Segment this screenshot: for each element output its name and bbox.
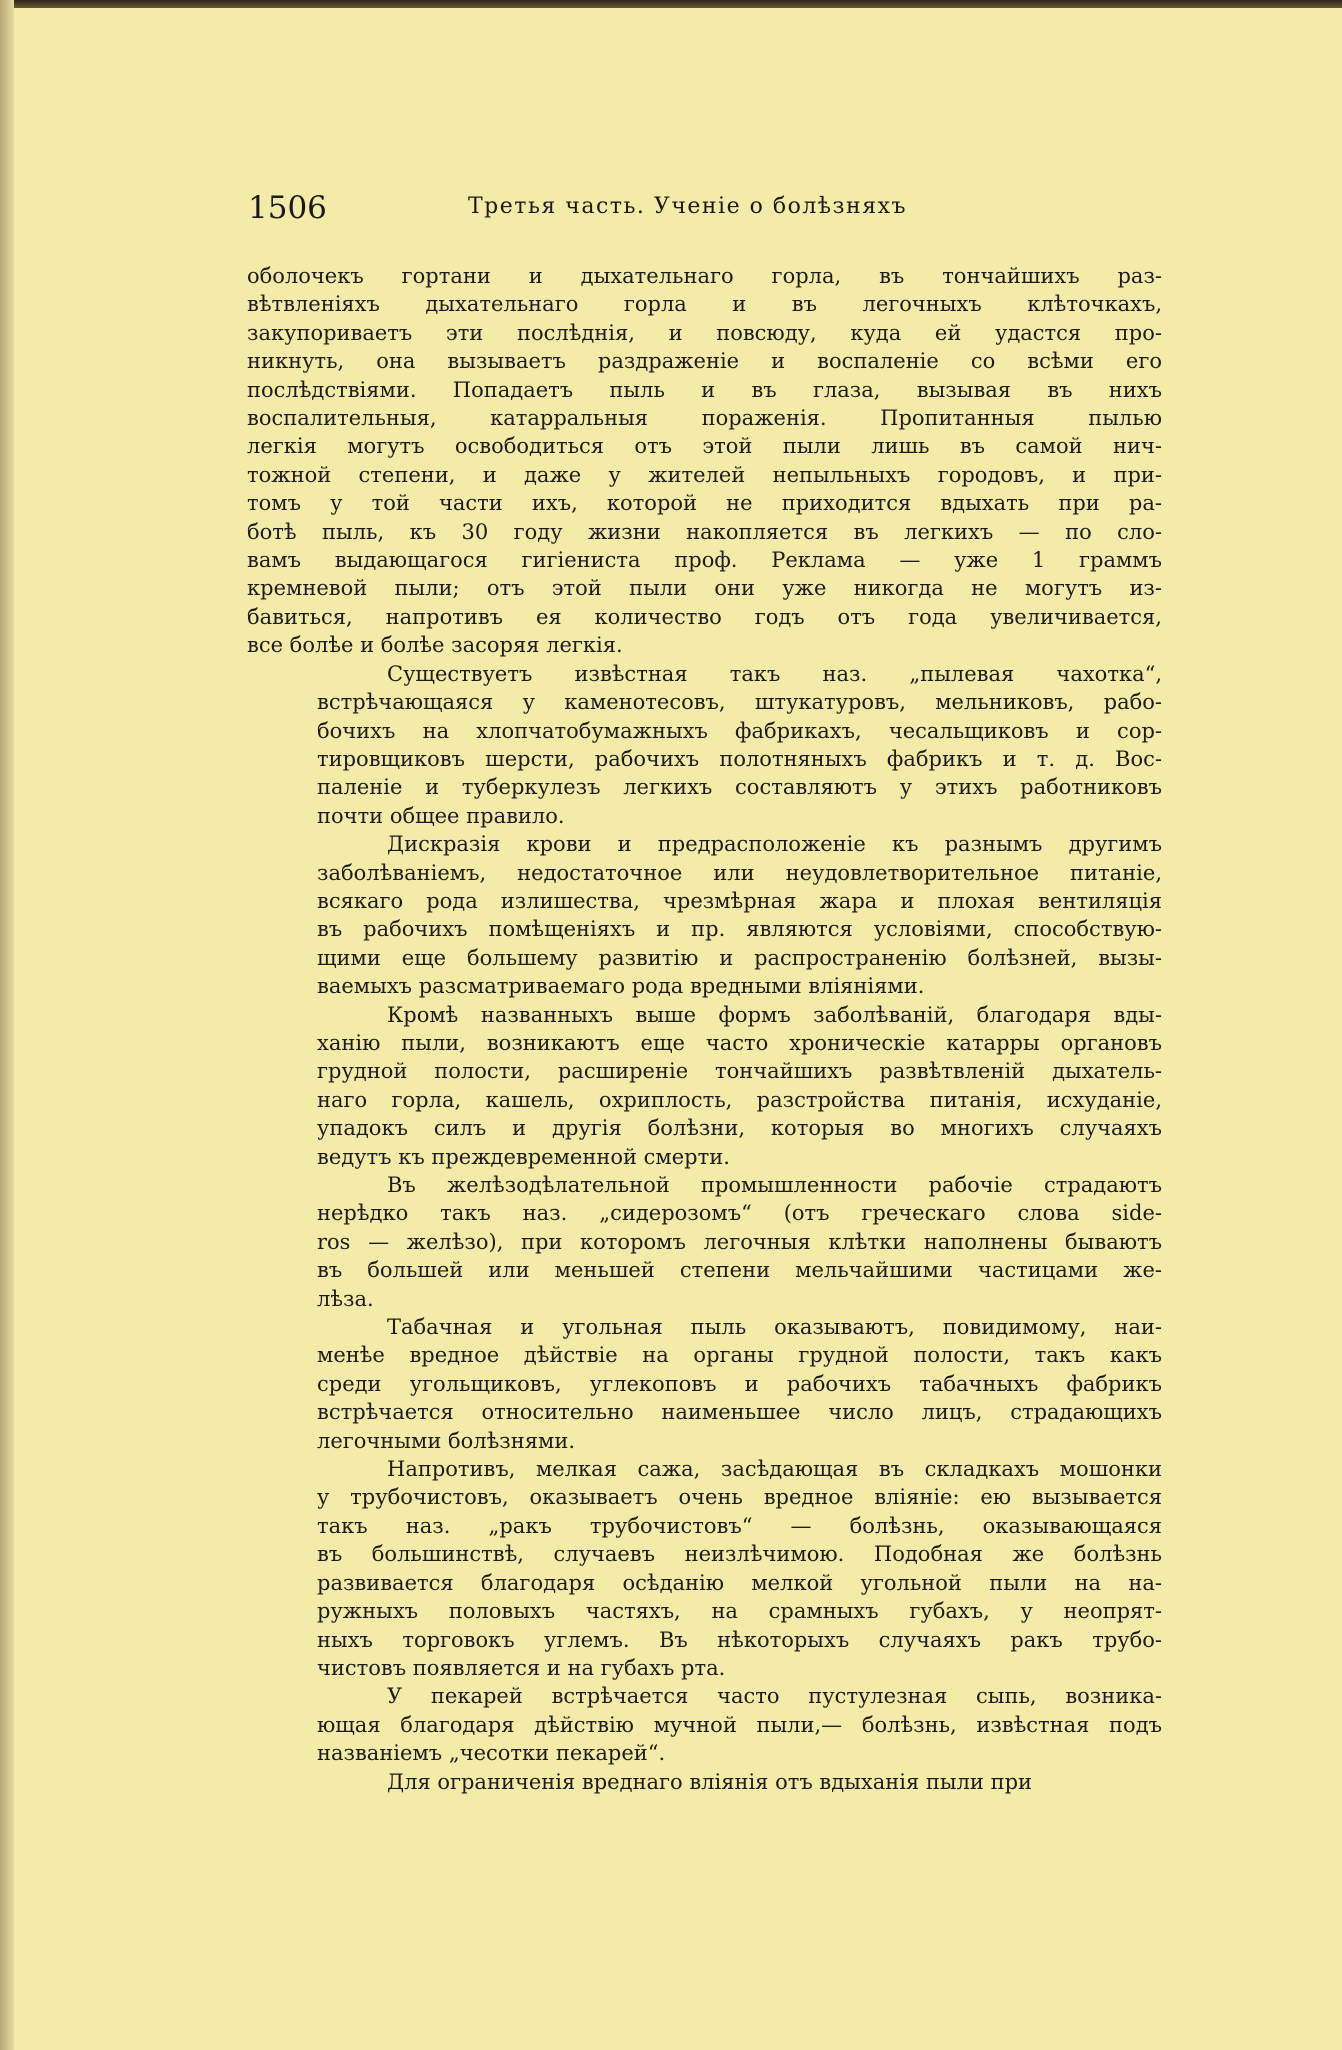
text-line: Напротивъ, мелкая сажа, засѣдающая въ складкахъ мошонки <box>387 1457 1162 1482</box>
text-line: почти общее правило. <box>317 803 565 828</box>
text-line: въ большей или меньшей степени мельчайшими частицами же- <box>317 1258 1162 1283</box>
text-line: ваемыхъ разсматриваемаго рода вредными вліяніями. <box>317 974 925 999</box>
text-line: встрѣчается относительно наименьшее число лицъ, страдающихъ <box>317 1400 1162 1425</box>
text-line: вамъ выдающагося гигіениста проф. Реклама — уже 1 граммъ <box>247 548 1162 573</box>
paragraph <box>247 660 1162 830</box>
text-line: чистовъ появляется и на губахъ рта. <box>317 1655 726 1680</box>
text-line: закупориваетъ эти послѣднія, и повсюду, куда ей удастся про- <box>247 320 1162 345</box>
paragraph <box>247 1001 1162 1171</box>
text-line: менѣе вредное дѣйствіе на органы грудной полости, такъ какъ <box>317 1343 1162 1368</box>
text-line: щими еще большему развитію и распространенію болѣзней, вызы- <box>317 945 1162 970</box>
text-line: наго горла, кашель, охриплость, разстройства питанія, исхуданіе, <box>317 1087 1162 1112</box>
text-line: въ большинствѣ, случаевъ неизлѣчимою. Подобная же болѣзнь <box>317 1542 1162 1567</box>
text-line: томъ у той части ихъ, которой не приходится вдыхать при ра- <box>247 491 1162 516</box>
paragraph <box>247 1313 1162 1455</box>
text-line: упадокъ силъ и другія болѣзни, которыя во многихъ случаяхъ <box>317 1116 1162 1141</box>
paragraph <box>247 1682 1162 1767</box>
running-title: Третья часть. Ученіе о болѣзняхъ <box>468 194 908 219</box>
text-line: въ рабочихъ помѣщеніяхъ и пр. являются условіями, способствую- <box>317 917 1162 942</box>
text-line: ныхъ торговокъ углемъ. Въ нѣкоторыхъ случаяхъ ракъ трубо- <box>317 1627 1162 1652</box>
text-line: ботѣ пыль, къ 30 году жизни накопляется въ легкихъ — по сло- <box>247 519 1162 544</box>
text-line: вѣтвленіяхъ дыхательнаго горла и въ легочныхъ клѣточкахъ, <box>247 292 1162 317</box>
text-line: послѣдствіями. Попадаетъ пыль и въ глаза, вызывая въ нихъ <box>247 377 1162 402</box>
text-line: заболѣваніемъ, недостаточное или неудовлетворительное питаніе, <box>317 860 1162 885</box>
text-line: развивается благодаря осѣданію мелкой угольной пыли на на- <box>317 1570 1162 1595</box>
text-line: легочными болѣзнями. <box>317 1428 576 1453</box>
paragraph <box>247 830 1162 1000</box>
text-line: ружныхъ половыхъ частяхъ, на срамныхъ губахъ, у неопрят- <box>317 1599 1162 1624</box>
page-number: 1506 <box>248 190 327 226</box>
text-line: паленіе и туберкулезъ легкихъ составляютъ у этихъ работниковъ <box>317 775 1162 800</box>
text-line: Табачная и угольная пыль оказываютъ, повидимому, наи- <box>387 1315 1162 1340</box>
text-line: кремневой пыли; отъ этой пыли они уже никогда не могутъ из- <box>247 576 1162 601</box>
paragraph <box>247 1768 1162 1796</box>
text-line: лѣза. <box>317 1286 374 1311</box>
text-line: тожной степени, и даже у жителей непыльныхъ городовъ, и при- <box>247 462 1162 487</box>
text-line: ros — желѣзо), при которомъ легочныя клѣтки наполнены бываютъ <box>317 1229 1162 1254</box>
text-line: У пекарей встрѣчается часто пустулезная сыпь, возника- <box>387 1684 1162 1709</box>
text-line: Кромѣ названныхъ выше формъ заболѣваній, благодаря вды- <box>387 1002 1162 1027</box>
text-line: ведутъ къ преждевременной смерти. <box>317 1144 730 1169</box>
text-line: никнуть, она вызываетъ раздраженіе и воспаленіе со всѣми его <box>247 349 1162 374</box>
text-line: всякаго рода излишества, чрезмѣрная жара и плохая вентиляція <box>317 888 1162 913</box>
paragraph <box>247 1455 1162 1682</box>
text-line: Въ желѣзодѣлательной промышленности рабочіе страдаютъ <box>387 1173 1162 1197</box>
text-line: Существуетъ извѣстная такъ наз. „пылевая чахотка“, <box>387 661 1162 686</box>
text-line: оболочекъ гортани и дыхательнаго горла, въ тончайшихъ раз- <box>247 264 1162 288</box>
text-line: бочихъ на хлопчатобумажныхъ фабрикахъ, чесальщиковъ и сор- <box>317 718 1162 743</box>
text-line: ханію пыли, возникаютъ еще часто хроническіе катарры органовъ <box>317 1030 1162 1055</box>
page-header <box>248 190 1160 230</box>
text-line: нерѣдко такъ наз. „сидерозомъ“ (отъ греческаго слова sіde- <box>317 1201 1162 1226</box>
text-line: воспалительныя, катарральныя пораженія. Пропитанныя пылью <box>247 406 1162 431</box>
text-line: Для ограниченія вреднаго вліянія отъ вдыханія пыли при <box>387 1769 1033 1794</box>
text-line: среди угольщиковъ, углекоповъ и рабочихъ табачныхъ фабрикъ <box>317 1371 1162 1396</box>
text-line: бавиться, напротивъ ея количество годъ отъ года увеличивается, <box>247 604 1162 629</box>
text-line: тировщиковъ шерсти, рабочихъ полотняныхъ фабрикъ и т. д. Вос- <box>317 746 1162 771</box>
text-line: все болѣе и болѣе засоряя легкія. <box>247 633 623 658</box>
text-line: у трубочистовъ, оказываетъ очень вредное вліяніе: ею вызывается <box>317 1485 1162 1510</box>
page-top-edge <box>0 0 1342 8</box>
text-line: Дискразія крови и предрасположеніе къ разнымъ другимъ <box>387 832 1162 857</box>
text-line: встрѣчающаяся у каменотесовъ, штукатуровъ, мельниковъ, рабо- <box>317 690 1162 715</box>
text-line: такъ наз. „ракъ трубочистовъ“ — болѣзнь, оказывающаяся <box>317 1513 1162 1538</box>
paragraph <box>247 1171 1162 1313</box>
page-left-edge <box>0 0 14 2050</box>
text-line: названіемъ „чесотки пекарей“. <box>317 1741 666 1766</box>
body-text <box>247 262 1162 1796</box>
paragraph <box>247 262 1162 660</box>
text-line: грудной полости, расширеніе тончайшихъ развѣтвленій дыхатель- <box>317 1059 1162 1084</box>
text-line: ющая благодаря дѣйствію мучной пыли,— болѣзнь, извѣстная подъ <box>317 1712 1162 1737</box>
text-line: легкія могутъ освободиться отъ этой пыли лишь въ самой нич- <box>247 434 1162 459</box>
